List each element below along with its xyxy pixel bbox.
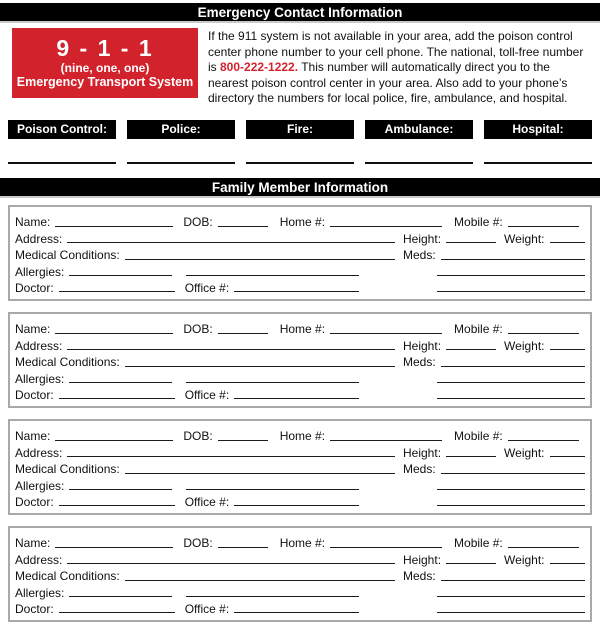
name-label: Name: [15,429,51,444]
medical-conditions-field-line[interactable] [125,366,395,367]
member-row-3 [15,353,585,369]
meds-group [395,462,585,476]
allergies-label: Allergies: [15,585,65,600]
meds-group [395,569,585,583]
member-row-4 [15,369,585,385]
height-label: Height: [403,338,442,353]
emergency-system-name: Emergency Transport System [16,75,194,89]
member-row-5 [15,600,585,616]
height-label: Height: [403,445,442,460]
weight-label: Weight: [504,231,545,246]
meds-field-line[interactable] [441,580,585,581]
home-phone-label: Home #: [279,536,326,551]
mobile-phone-field-line[interactable] [508,333,579,334]
ambulance-label-box: Ambulance: [365,120,473,139]
mobile-phone-field-line[interactable] [508,547,579,548]
meds-continuation-group-1 [395,382,585,386]
emergency-contact-header-bar [0,3,600,23]
dob-field-line[interactable] [218,226,268,227]
doctor-label: Doctor: [15,494,54,509]
meds-continuation-line-2[interactable] [437,505,585,506]
medical-conditions-field-line[interactable] [125,259,395,260]
office-phone-field-line[interactable] [234,291,359,292]
doctor-field-line[interactable] [59,505,175,506]
mobile-phone-field-line[interactable] [508,226,579,227]
name-label: Name: [15,536,51,551]
home-phone-label: Home #: [279,429,326,444]
family-member-block [8,526,592,622]
office-phone-field-line[interactable] [234,612,359,613]
member-row-4 [15,476,585,492]
name-label: Name: [15,215,51,230]
dob-label: DOB: [183,215,213,230]
dob-label: DOB: [183,322,213,337]
office-phone-label: Office #: [184,280,230,295]
family-member-block [8,205,592,301]
mobile-phone-field-line[interactable] [508,440,579,441]
office-phone-field-line[interactable] [234,398,359,399]
member-row-3 [15,246,585,262]
emergency-911-box [12,28,198,98]
height-weight-group [395,553,585,567]
meds-continuation-line-2[interactable] [437,398,585,399]
meds-continuation-group-2 [395,291,585,295]
doctor-label: Doctor: [15,601,54,616]
family-member-block [8,419,592,515]
mobile-phone-label: Mobile #: [454,215,503,230]
meds-continuation-line-1[interactable] [437,275,585,276]
meds-continuation-group-2 [395,612,585,616]
dob-field-line[interactable] [218,333,268,334]
member-row-2 [15,336,585,352]
meds-continuation-group-1 [395,596,585,600]
meds-field-line[interactable] [441,473,585,474]
medical-conditions-field-line[interactable] [125,473,395,474]
fire-label-box: Fire: [246,120,354,139]
emergency-contact-title: Emergency Contact Information [197,5,403,20]
allergies-continuation-line[interactable] [186,275,359,276]
meds-continuation-line-1[interactable] [437,596,585,597]
allergies-field-line[interactable] [69,275,172,276]
mobile-phone-label: Mobile #: [454,429,503,444]
doctor-field-line[interactable] [59,291,175,292]
dob-label: DOB: [183,429,213,444]
member-row-4 [15,262,585,278]
height-field-line[interactable] [446,563,496,564]
weight-field-line[interactable] [550,349,586,350]
home-phone-field-line[interactable] [330,547,442,548]
address-label: Address: [15,445,63,460]
meds-continuation-group-2 [395,398,585,402]
address-field-line[interactable] [67,563,395,564]
address-label: Address: [15,552,63,567]
height-weight-group [395,339,585,353]
doctor-field-line[interactable] [59,612,175,613]
hospital-label-box: Hospital: [484,120,592,139]
height-field-line[interactable] [446,349,496,350]
office-phone-label: Office #: [184,387,230,402]
home-phone-field-line[interactable] [330,226,442,227]
member-row-1 [15,427,585,443]
member-row-5 [15,493,585,509]
emergency-number-words: (nine, one, one) [60,61,150,75]
weight-field-line[interactable] [550,563,586,564]
medical-conditions-field-line[interactable] [125,580,395,581]
height-field-line[interactable] [446,242,496,243]
name-field-line[interactable] [55,333,173,334]
family-member-blocks [8,205,592,622]
meds-continuation-group-1 [395,489,585,493]
allergies-label: Allergies: [15,478,65,493]
mobile-phone-label: Mobile #: [454,536,503,551]
address-field-line[interactable] [67,349,395,350]
member-row-1 [15,320,585,336]
meds-continuation-line-2[interactable] [437,612,585,613]
height-weight-group [395,446,585,460]
allergies-continuation-line[interactable] [186,489,359,490]
family-member-title: Family Member Information [211,179,389,195]
meds-continuation-group-1 [395,275,585,279]
contact-write-in-row [8,162,592,164]
weight-label: Weight: [504,338,545,353]
meds-field-line[interactable] [441,366,585,367]
emergency-info-section [12,28,590,107]
doctor-label: Doctor: [15,387,54,402]
name-field-line[interactable] [55,440,173,441]
meds-continuation-line-1[interactable] [437,489,585,490]
instructions-text-after: This number will automatically direct you to the nearest poison control center in your area. Also add to your phone’s directory the numbers for local police, fire, ambulance, and hospital. [208,60,568,106]
meds-label: Meds: [403,355,436,370]
allergies-label: Allergies: [15,371,65,386]
address-field-line[interactable] [67,456,395,457]
meds-continuation-line-2[interactable] [437,291,585,292]
meds-group [395,355,585,369]
member-row-2 [15,550,585,566]
address-field-line[interactable] [67,242,395,243]
medical-conditions-label: Medical Conditions: [15,248,120,263]
contact-labels-row [8,120,592,139]
name-field-line[interactable] [55,226,173,227]
doctor-label: Doctor: [15,280,54,295]
allergies-field-line[interactable] [69,489,172,490]
fire-field-line[interactable] [246,162,354,164]
ambulance-field-line[interactable] [365,162,473,164]
allergies-continuation-line[interactable] [186,596,359,597]
dob-field-line[interactable] [218,440,268,441]
allergies-field-line[interactable] [69,382,172,383]
allergies-label: Allergies: [15,264,65,279]
member-row-5 [15,279,585,295]
poison-control-field-line[interactable] [8,162,116,164]
meds-field-line[interactable] [441,259,585,260]
police-field-line[interactable] [127,162,235,164]
home-phone-label: Home #: [279,322,326,337]
dob-field-line[interactable] [218,547,268,548]
weight-label: Weight: [504,552,545,567]
family-member-header-bar [0,178,600,198]
mobile-phone-label: Mobile #: [454,322,503,337]
doctor-field-line[interactable] [59,398,175,399]
dob-label: DOB: [183,536,213,551]
poison-control-label-box: Poison Control: [8,120,116,139]
address-label: Address: [15,231,63,246]
meds-label: Meds: [403,569,436,584]
medical-conditions-label: Medical Conditions: [15,462,120,477]
hospital-field-line[interactable] [484,162,592,164]
member-row-1 [15,213,585,229]
family-member-block [8,312,592,408]
member-row-3 [15,460,585,476]
height-field-line[interactable] [446,456,496,457]
height-label: Height: [403,552,442,567]
member-row-1 [15,534,585,550]
home-phone-field-line[interactable] [330,333,442,334]
office-phone-field-line[interactable] [234,505,359,506]
home-phone-label: Home #: [279,215,326,230]
medical-conditions-label: Medical Conditions: [15,569,120,584]
member-row-5 [15,386,585,402]
weight-field-line[interactable] [550,242,586,243]
instructions-text-before: If the 911 system is not available in your area, add the poison control center phone number to your cell phone. The national, toll-free number is [208,29,584,75]
name-label: Name: [15,322,51,337]
member-row-4 [15,583,585,599]
allergies-field-line[interactable] [69,596,172,597]
meds-label: Meds: [403,248,436,263]
weight-label: Weight: [504,445,545,460]
member-row-3 [15,567,585,583]
member-row-2 [15,229,585,245]
home-phone-field-line[interactable] [330,440,442,441]
police-label-box: Police: [127,120,235,139]
height-label: Height: [403,231,442,246]
weight-field-line[interactable] [550,456,586,457]
meds-continuation-line-1[interactable] [437,382,585,383]
address-label: Address: [15,338,63,353]
member-row-2 [15,443,585,459]
office-phone-label: Office #: [184,494,230,509]
emergency-number: 9 - 1 - 1 [56,35,154,61]
name-field-line[interactable] [55,547,173,548]
allergies-continuation-line[interactable] [186,382,359,383]
medical-conditions-label: Medical Conditions: [15,355,120,370]
poison-control-instructions [208,28,590,107]
meds-continuation-group-2 [395,505,585,509]
poison-control-phone-number: 800-222-1222. [220,60,299,75]
height-weight-group [395,232,585,246]
meds-label: Meds: [403,462,436,477]
office-phone-label: Office #: [184,601,230,616]
meds-group [395,248,585,262]
